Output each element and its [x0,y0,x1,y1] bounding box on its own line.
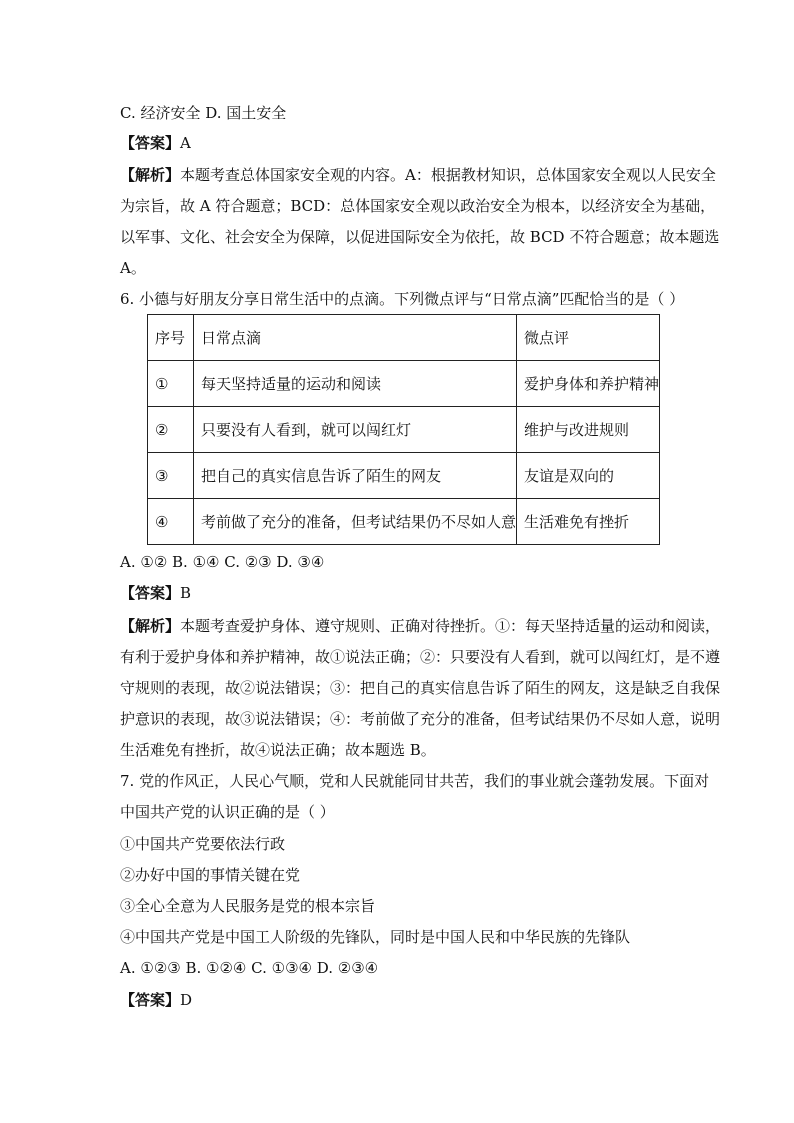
analysis-text: 本题考查总体国家安全观的内容。A：根据教材知识，总体国家安全观以人民安全 [180,166,716,184]
table-header-cell: 日常点滴 [194,315,517,361]
table-cell: ③ [148,453,194,499]
q6-answer [120,583,191,603]
q6-table [147,314,660,545]
table-header-row [148,315,660,361]
table-cell: ④ [148,499,194,545]
q7-stem-line-1: 7. 党的作风正，人民心气顺，党和人民就能同甘共苦，我们的事业就会蓬勃发展。下面对 [120,772,710,790]
q6-stem: 6. 小德与好朋友分享日常生活中的点滴。下列微点评与“日常点滴”匹配恰当的是（ ） [120,290,685,308]
table-row [148,407,660,453]
table-header-cell: 序号 [148,315,194,361]
table-row [148,453,660,499]
table-cell: 把自己的真实信息告诉了陌生的网友 [194,453,517,499]
q6-analysis-line-2: 有利于爱护身体和养护精神，故①说法正确；②：只要没有人看到，就可以闯红灯，是不遵 [120,648,721,666]
table-cell: ② [148,407,194,453]
q6-analysis-line-4: 护意识的表现，故③说法错误；④：考前做了充分的准备，但考试结果仍不尽如人意，说明 [120,710,721,728]
q6-analysis-line-5: 生活难免有挫折，故④说法正确；故本题选 B。 [120,741,436,759]
q6-options: A. ①② B. ①④ C. ②③ D. ③④ [120,553,325,571]
q7-statement-2: ②办好中国的事情关键在党 [120,866,301,884]
table-row [148,361,660,407]
answer-tag: 【答案】 [120,134,181,152]
analysis-text: 本题考查爱护身体、遵守规则、正确对待挫折。①：每天坚持适量的运动和阅读， [180,617,721,635]
q7-stem-line-2: 中国共产党的认识正确的是（ ） [120,803,335,821]
table-cell: 只要没有人看到，就可以闯红灯 [194,407,517,453]
table-cell: 爱护身体和养护精神 [517,361,660,407]
q5-analysis-line-3: 以军事、文化、社会安全为保障，以促进国际安全为依托，故 BCD 不符合题意；故本题选 [120,228,720,246]
q6-analysis-line-3: 守规则的表现，故②说法错误；③：把自己的真实信息告诉了陌生的网友，这是缺乏自我保 [120,679,721,697]
table-row [148,499,660,545]
q7-statement-1: ①中国共产党要依法行政 [120,835,286,853]
table-cell: 每天坚持适量的运动和阅读 [194,361,517,407]
analysis-tag: 【解析】 [120,166,181,184]
q5-answer [120,133,191,153]
table-header-cell: 微点评 [517,315,660,361]
q7-options: A. ①②③ B. ①②④ C. ①③④ D. ②③④ [120,959,379,977]
answer-tag: 【答案】 [120,991,181,1009]
q5-options-cd: C. 经济安全 D. 国土安全 [120,104,287,122]
q5-analysis-line-1 [120,165,716,185]
table-cell: 生活难免有挫折 [517,499,660,545]
answer-tag: 【答案】 [120,584,181,602]
q6-analysis-line-1 [120,616,720,636]
answer-value: D [180,991,193,1009]
table-cell: 维护与改进规则 [517,407,660,453]
q5-analysis-line-4: A。 [120,259,146,277]
answer-value: A [180,134,191,152]
q5-analysis-line-2: 为宗旨，故 A 符合题意；BCD：总体国家安全观以政治安全为根本，以经济安全为基础， [120,197,716,215]
answer-value: B [180,584,192,602]
table-cell: 考前做了充分的准备，但考试结果仍不尽如人意 [194,499,517,545]
q7-answer [120,990,192,1010]
q7-statement-3: ③全心全意为人民服务是党的根本宗旨 [120,897,376,915]
analysis-tag: 【解析】 [120,617,181,635]
q7-statement-4: ④中国共产党是中国工人阶级的先锋队，同时是中国人民和中华民族的先锋队 [120,928,631,946]
table-cell: ① [148,361,194,407]
table-cell: 友谊是双向的 [517,453,660,499]
